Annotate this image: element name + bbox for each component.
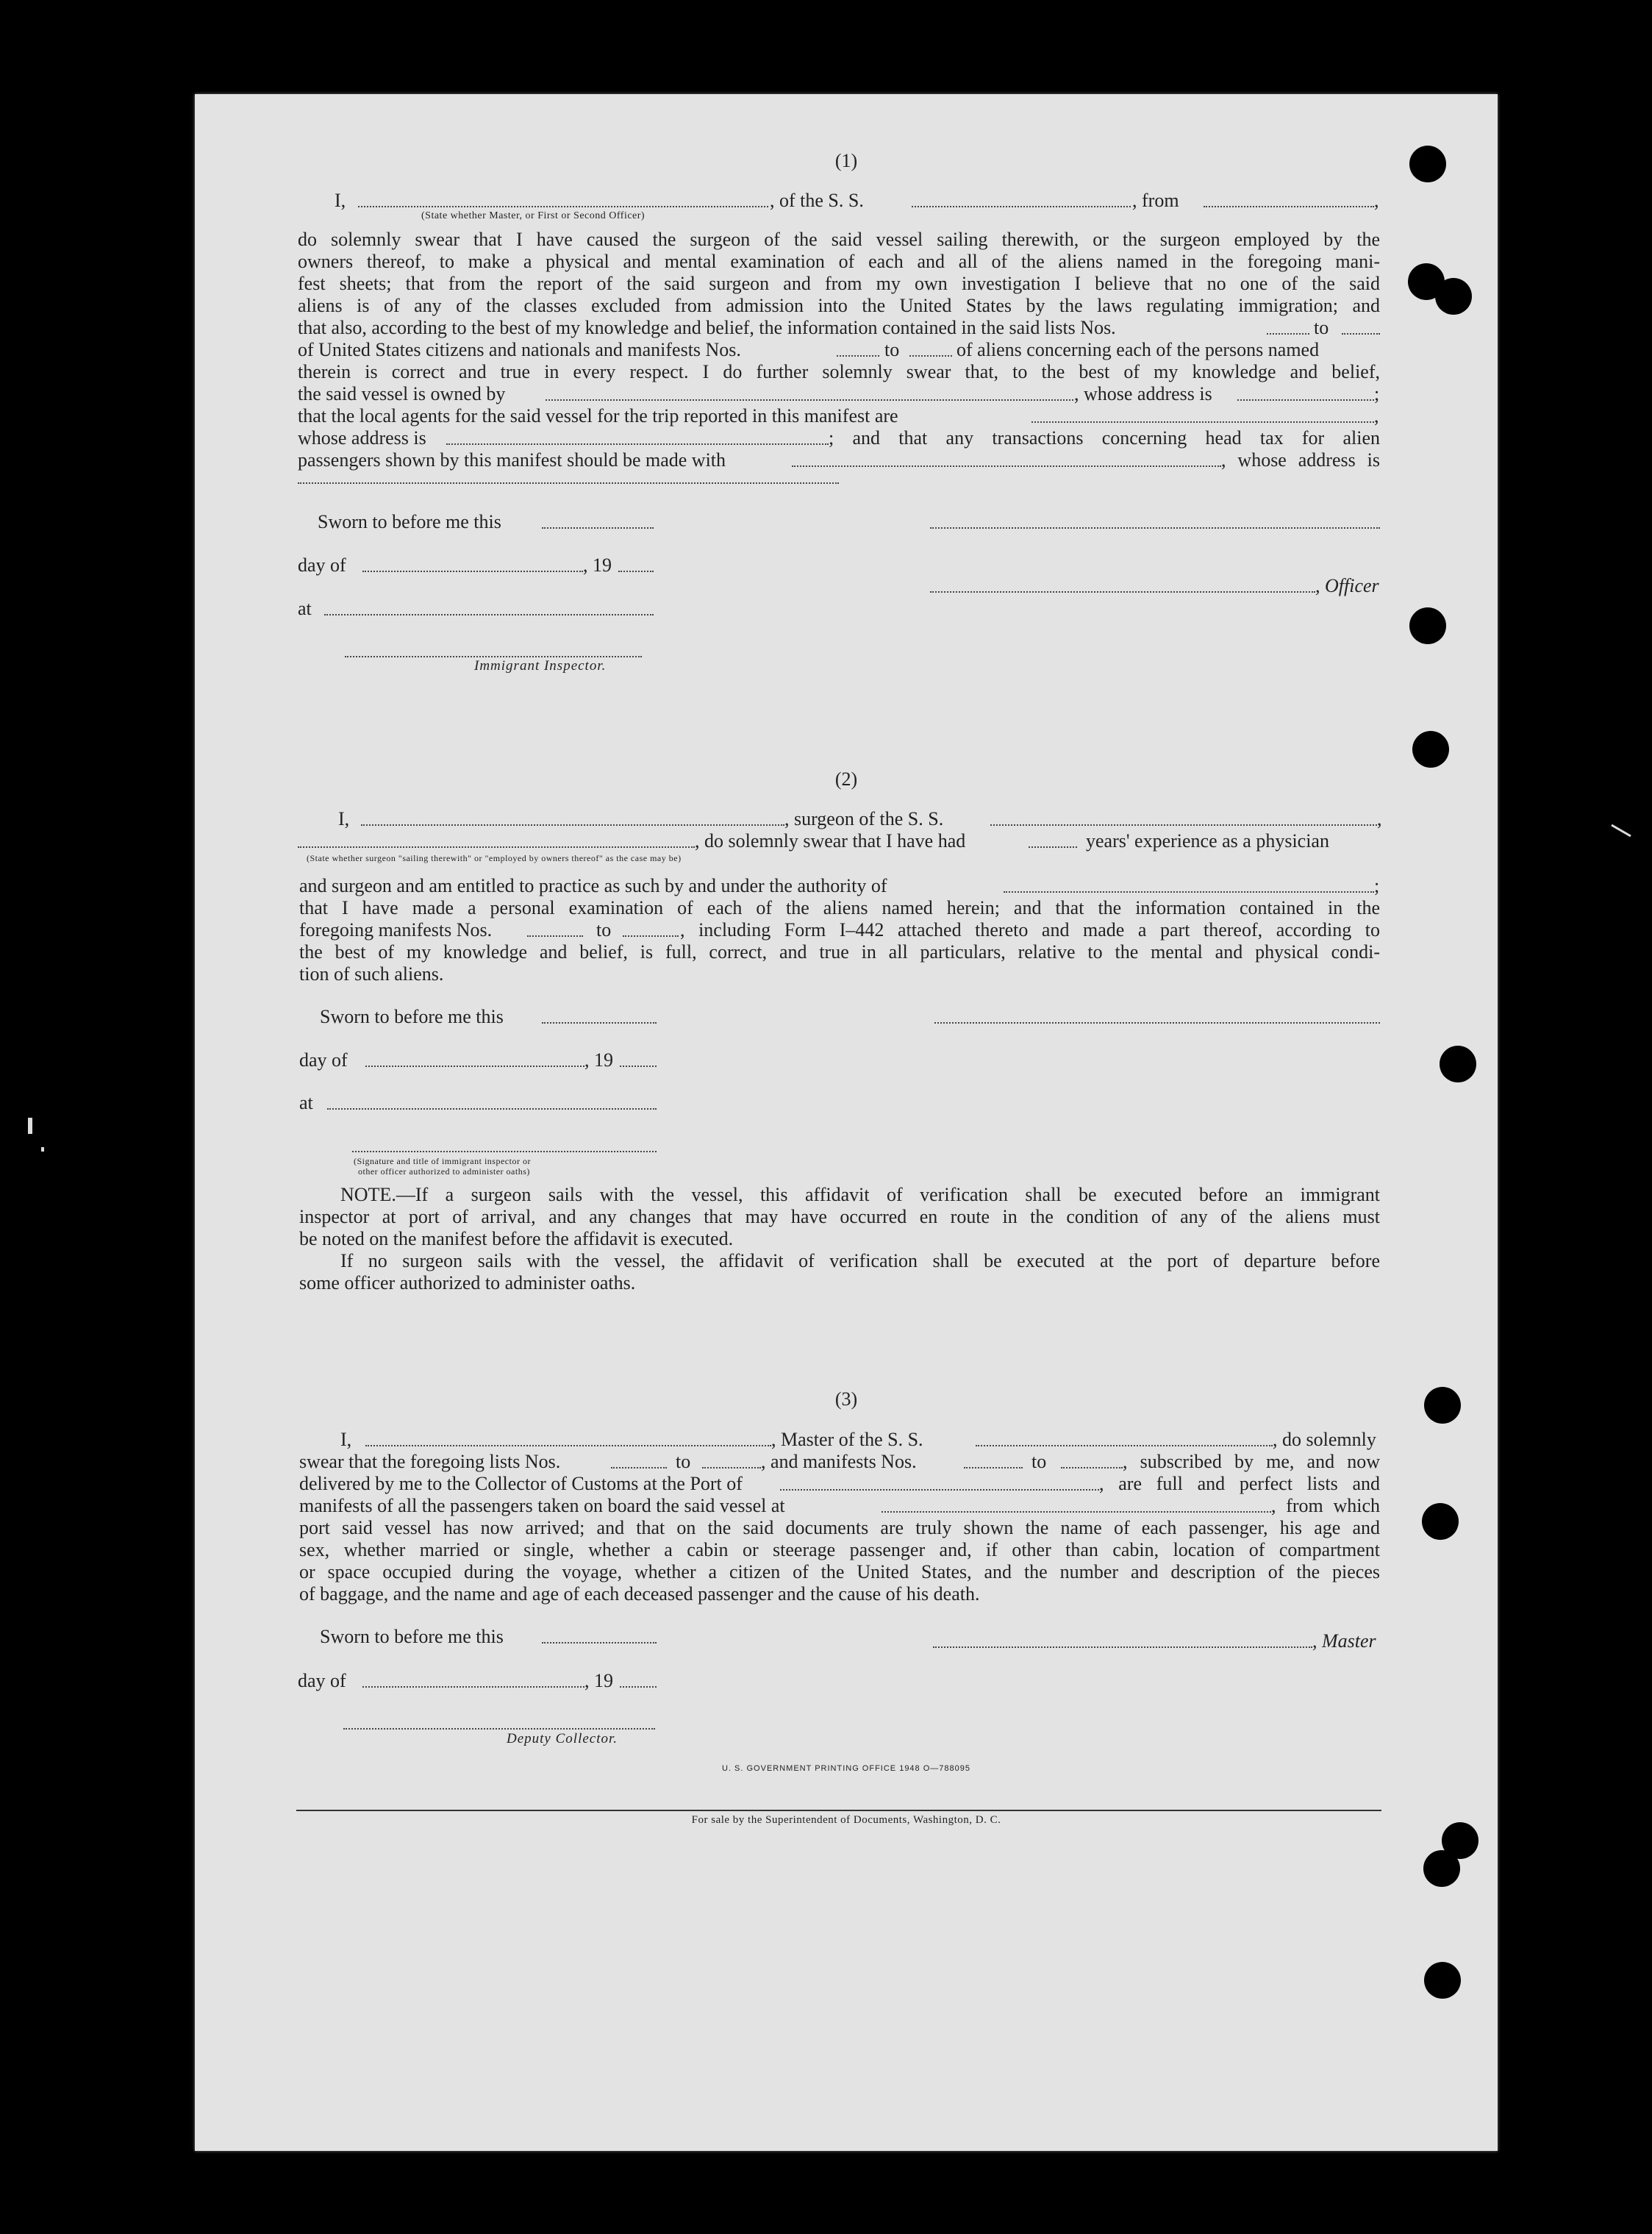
s2-manifests-from-blank[interactable] [527,935,583,937]
s2-para-line: the best of my knowledge and belief, is full, correct, and true in all particulars, relative to the mental and physical condi- [299,941,1380,963]
s1-line1-i: I, [335,190,346,211]
s3-line4: , from which [1271,1495,1380,1516]
s1-at-blank[interactable] [324,614,654,615]
s1-para-line: aliens is of any of the classes excluded from admission into the United States by the laws regulating immigration; and [298,295,1380,316]
s3-lists-to-blank[interactable] [702,1467,761,1468]
s3-month-blank[interactable] [362,1686,584,1688]
s1-lists-to-blank[interactable] [1342,333,1380,335]
section-3-number: (3) [834,1388,858,1410]
s2-manifests-to-blank[interactable] [623,935,679,937]
s1-agents-blank[interactable] [1031,421,1374,423]
s2-para-line: that I have made a personal examination of each of the aliens named herein; and that the information contained in the [299,897,1380,918]
s3-manifests-from-blank[interactable] [964,1467,1023,1468]
section-2-number: (2) [834,768,858,790]
s2-year-label: , 19 [584,1049,613,1071]
s3-master-label: , Master [1312,1630,1376,1652]
punch-hole [1435,278,1472,315]
s2-vessel-blank[interactable] [990,824,1377,826]
s3-line3: , are full and perfect lists and [1099,1473,1380,1494]
s3-to-label: to [1031,1451,1047,1472]
s3-collector-label: Deputy Collector. [507,1731,618,1746]
s1-vessel-blank[interactable] [912,206,1131,207]
s3-line4: manifests of all the passengers taken on board the said vessel at [299,1495,785,1516]
s1-para-line: whose address is [298,427,426,449]
s2-para-line: ; [1374,875,1380,896]
s3-line2: swear that the foregoing lists Nos. [299,1451,561,1472]
s3-lists-from-blank[interactable] [611,1467,667,1468]
s1-to-label: to [884,339,900,360]
punch-hole [1422,1503,1459,1540]
s1-at-label: at [298,598,312,619]
s2-para-line: foregoing manifests Nos. [299,919,493,941]
punch-hole [1423,1850,1460,1887]
s2-line1-comma: , [1377,808,1382,829]
s1-line1-of: , of the S. S. [770,190,864,211]
s2-signature-note: other officer authorized to administer oaths) [358,1166,530,1177]
s1-month-blank[interactable] [362,571,583,572]
s1-year-blank[interactable] [618,571,654,572]
s1-inspector-label: Immigrant Inspector. [474,658,607,674]
s1-para-line: , [1374,405,1379,427]
s2-line2-years: years' experience as a physician [1086,830,1329,852]
s3-year-label: , 19 [584,1670,613,1691]
s2-para-line: and surgeon and am entitled to practice as such by and under the authority of [299,875,887,896]
s2-year-blank[interactable] [620,1066,657,1067]
s3-to-label: to [676,1451,691,1472]
s3-line2: , subscribed by me, and now [1123,1451,1380,1472]
scan-speck [41,1147,44,1152]
s2-note-line: inspector at port of arrival, and any changes that may have occurred en route in the condition of any of the aliens must [299,1206,1380,1227]
s1-para-line: ; and that any transactions concerning head tax for alien [829,427,1380,449]
s2-inspector-signature-blank[interactable] [352,1151,657,1152]
s1-para-line: the said vessel is owned by [298,383,506,404]
s1-year-label: , 19 [583,554,612,576]
s1-para-line: do solemnly swear that I have caused the surgeon of the said vessel sailing therewith, or the surgeon employed by the [298,229,1380,250]
s1-para-line: owners thereof, to make a physical and mental examination of each and all of the aliens named in the foregoing mani- [298,251,1380,272]
s3-para-line: of baggage, and the name and age of each deceased passenger and the cause of his death. [299,1583,980,1605]
s1-line1-comma: , [1374,190,1379,211]
s1-para-line: that the local agents for the said vessel for the trip reported in this manifest are [298,405,898,427]
s2-dayof-label: day of [299,1049,348,1071]
s1-sworn-label: Sworn to before me this [318,511,501,532]
s1-officer-signature-blank[interactable] [930,527,1380,529]
s1-owner-address-blank[interactable] [1237,399,1374,401]
s1-officer-blank[interactable] [358,206,768,207]
s3-line1-master: , Master of the S. S. [771,1429,923,1450]
s2-status-blank[interactable] [298,846,695,848]
gpo-imprint: U. S. GOVERNMENT PRINTING OFFICE 1948 O—788095 [722,1764,970,1773]
section-1-number: (1) [834,150,858,171]
s2-note-line: If no surgeon sails with the vessel, the affidavit of verification shall be executed at the port of departure before [340,1250,1380,1271]
s3-collector-signature-blank[interactable] [343,1728,655,1730]
s2-surgeon-name-blank[interactable] [361,824,784,826]
s1-para-line: of United States citizens and nationals and manifests Nos. [298,339,741,360]
s2-note-line: some officer authorized to administer oaths. [299,1272,636,1293]
punch-hole [1440,1046,1476,1082]
s2-surgeon-signature-blank[interactable] [934,1022,1380,1024]
s3-vessel-blank[interactable] [976,1445,1273,1446]
s2-line2-swear: , do solemnly swear that I have had [695,830,966,852]
s1-para-line: that also, according to the best of my knowledge and belief, the information contained in the said lists Nos. [298,317,1116,338]
punch-hole [1409,607,1446,644]
s2-at-blank[interactable] [327,1108,657,1110]
s3-sworn-day-blank[interactable] [542,1642,657,1644]
form-page [195,94,1498,2151]
s1-manifests-from-blank[interactable] [837,355,879,357]
s3-line2: , and manifests Nos. [761,1451,917,1472]
s1-from-blank[interactable] [1204,206,1374,207]
s2-line1-surgeon: , surgeon of the S. S. [784,808,944,829]
s1-para-line: passengers shown by this manifest should be made with [298,449,726,471]
s3-line1-solemnly: , do solemnly [1273,1429,1376,1450]
s1-officer-note: (State whether Master, or First or Second Officer) [421,210,646,221]
s1-officer-title-blank[interactable] [930,591,1315,593]
s1-lists-from-blank[interactable] [1267,333,1309,335]
s1-para-line: ; [1374,383,1380,404]
s1-sworn-day-blank[interactable] [542,527,654,529]
s1-to-label: to [1314,317,1329,338]
s2-note-line: be noted on the manifest before the affidavit is executed. [299,1228,734,1249]
s3-para-line: or space occupied during the voyage, whether a citizen of the United States, and the number and description of the pieces [299,1561,1380,1582]
s1-dayof-label: day of [298,554,346,576]
s1-line1-from: , from [1132,190,1179,211]
s2-para-line: , including Form I–442 attached thereto and made a part thereof, according to [680,919,1380,941]
s1-owner-blank[interactable] [546,399,1073,401]
s1-headtax-blank[interactable] [792,465,1221,467]
s3-para-line: sex, whether married or single, whether a cabin or steerage passenger and, if other than cabin, location of compartment [299,1539,1380,1560]
s2-note-line: NOTE.—If a surgeon sails with the vessel, this affidavit of verification shall be executed before an immigrant [340,1184,1380,1205]
punch-hole [1424,1387,1461,1424]
s3-departure-blank[interactable] [882,1511,1271,1513]
s1-para-line: fest sheets; that from the report of the said surgeon and from my own investigation I believe that no one of the said [298,273,1380,294]
s3-para-line: port said vessel has now arrived; and that on the said documents are truly shown the name of each passenger, his age and [299,1517,1380,1538]
s2-sworn-label: Sworn to before me this [320,1006,504,1027]
s2-para-line: tion of such aliens. [299,963,444,985]
s3-sworn-label: Sworn to before me this [320,1626,504,1647]
sale-notice: For sale by the Superintendent of Documents, Washington, D. C. [691,1814,1001,1826]
s1-para-line: , whose address is [1074,383,1212,404]
s1-agents-address-blank[interactable] [446,443,829,445]
s3-manifests-to-blank[interactable] [1061,1467,1123,1468]
punch-hole [1409,146,1446,182]
s2-status-note: (State whether surgeon "sailing therewith" or "employed by owners thereof" as the case may be) [307,853,682,863]
s2-authority-blank[interactable] [1004,891,1374,893]
s2-month-blank[interactable] [365,1066,584,1067]
s2-years-blank[interactable] [1029,846,1077,848]
s3-master-name-blank[interactable] [365,1445,771,1446]
s3-year-blank[interactable] [620,1686,657,1688]
s2-to-label: to [596,919,612,941]
s3-line3: delivered by me to the Collector of Customs at the Port of [299,1473,743,1494]
s1-para-line: , whose address is [1221,449,1380,471]
scan-speck [28,1118,32,1134]
s1-officer-label: , Officer [1315,575,1379,596]
footer-rule [296,1810,1381,1811]
scan-speck [1611,824,1631,838]
s2-line1-i: I, [338,808,350,829]
s3-master-signature-blank[interactable] [933,1646,1312,1648]
s3-port-blank[interactable] [780,1489,1099,1491]
punch-hole [1412,731,1449,768]
s2-signature-note: (Signature and title of immigrant inspector or [354,1156,531,1166]
punch-hole [1424,1962,1461,1999]
s3-line1-i: I, [340,1429,352,1450]
s1-para-line: of aliens concerning each of the persons named [956,339,1320,360]
s3-dayof-label: day of [298,1670,346,1691]
s2-sworn-day-blank[interactable] [542,1022,657,1024]
s2-at-label: at [299,1092,313,1113]
s1-headtax-address-blank[interactable] [298,482,839,484]
s1-para-line: therein is correct and true in every respect. I do further solemnly swear that, to the best of my knowledge and belief, [298,361,1380,382]
s1-manifests-to-blank[interactable] [909,355,952,357]
